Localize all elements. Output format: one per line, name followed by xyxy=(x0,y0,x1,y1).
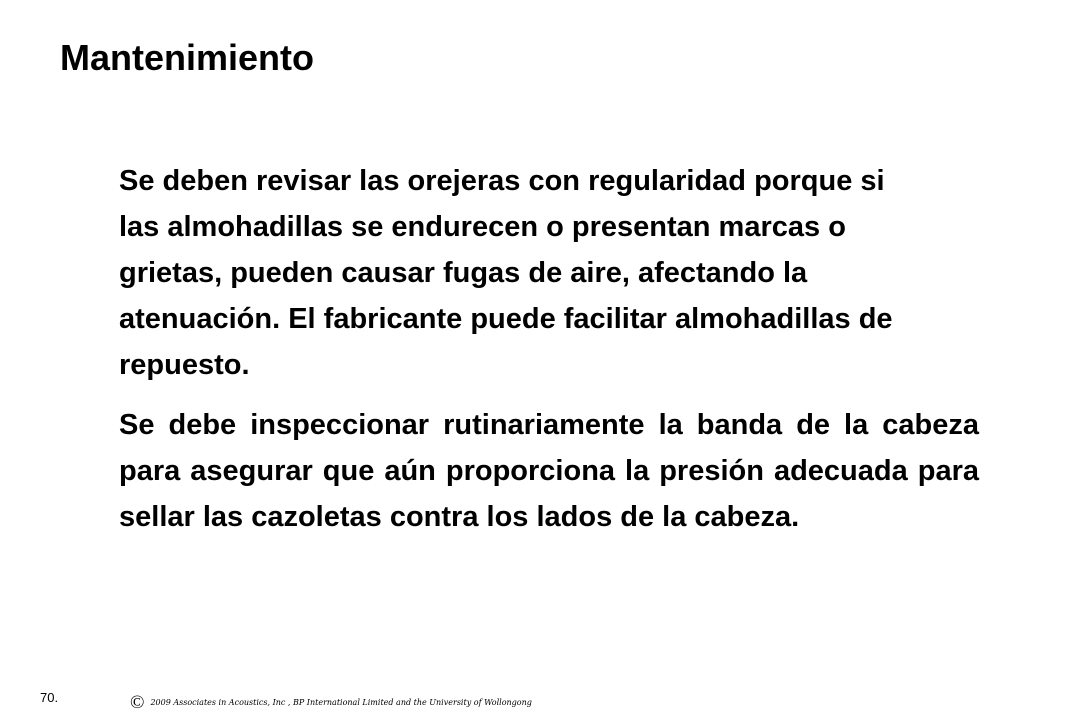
body-paragraph-headband: Se debe inspeccionar rutinariamente la banda de la cabeza para asegurar que aún proporciona la presión adecuada para sellar las cazoletas contra los lados de la cabeza. xyxy=(119,409,979,533)
copyright-icon: © xyxy=(130,692,145,713)
copyright-notice xyxy=(130,693,532,713)
slide-body xyxy=(119,158,979,540)
copyright-text: 2009 Associates in Acoustics, Inc , BP International Limited and the University of Wollongong xyxy=(150,698,532,707)
body-paragraph-cushions: Se deben revisar las orejeras con regularidad porque si las almohadillas se endurecen o presentan marcas o grietas, pueden causar fugas de aire, afectando la atenuación. El fabricante puede facilitar almohadillas de repuesto. xyxy=(119,165,893,381)
slide-title: Mantenimiento xyxy=(60,37,315,78)
page-number: 70. xyxy=(40,690,59,705)
